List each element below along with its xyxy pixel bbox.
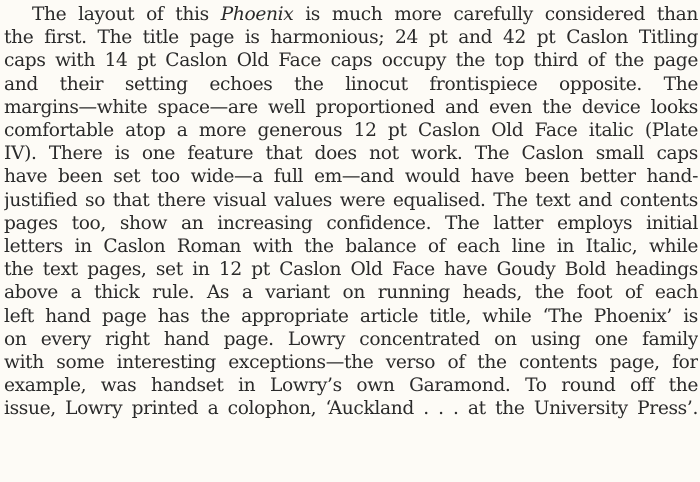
text-line: example, was handset in Lowry’s own Garamond. To round off the [4, 375, 698, 397]
text-line: pages too, show an increasing confidence. The latter employs initial [4, 212, 698, 234]
body-paragraph [4, 3, 698, 421]
text-line: on every right hand page. Lowry concentrated on using one family [4, 328, 698, 350]
text-line: comfortable atop a more generous 12 pt Caslon Old Face italic (Plate [4, 120, 698, 142]
italic-title: Phoenix [220, 4, 294, 25]
text-line: and their setting echoes the linocut frontispiece opposite. The [4, 73, 698, 95]
text-line: justified so that there visual values were equalised. The text and contents [4, 189, 698, 211]
text-line: left hand page has the appropriate article title, while ‘The Phoenix’ is [4, 305, 698, 327]
text-line: issue, Lowry printed a colophon, ‘Auckland . . . at the University Press’. [4, 398, 698, 420]
text-line: the first. The title page is harmonious; 24 pt and 42 pt Caslon Titling [4, 27, 698, 49]
text-line: with some interesting exceptions—the verso of the contents page, for [4, 352, 698, 374]
text-line: IV). There is one feature that does not work. The Caslon small caps [4, 143, 698, 165]
text-line: have been set too wide—a full em—and would have been better hand- [4, 166, 698, 188]
text-line: caps with 14 pt Caslon Old Face caps occupy the top third of the page [4, 50, 698, 72]
text-line: letters in Caslon Roman with the balance of each line in Italic, while [4, 236, 698, 258]
text-line [4, 3, 698, 26]
text-line: margins—white space—are well proportioned and even the device looks [4, 96, 698, 118]
line-text: The layout of this [32, 4, 221, 25]
line-text: is much more carefully considered than [293, 4, 698, 25]
text-line: the text pages, set in 12 pt Caslon Old Face have Goudy Bold headings [4, 259, 698, 281]
text-line: above a thick rule. As a variant on running heads, the foot of each [4, 282, 698, 304]
